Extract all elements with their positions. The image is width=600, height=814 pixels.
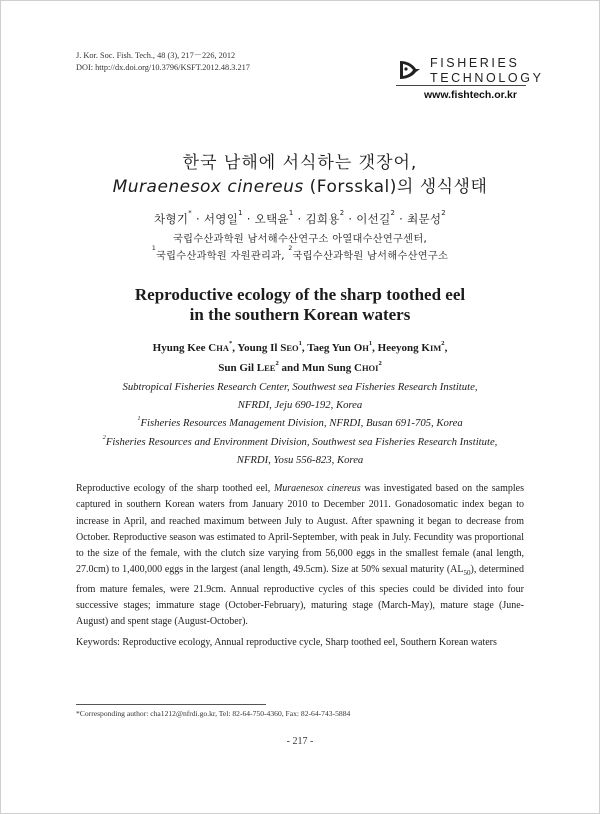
affiliation-mark: 2 [102,434,106,441]
author-separator: and [278,362,302,374]
citation-line: J. Kor. Soc. Fish. Tech., 48 (3), 217－226, 2012 [76,51,236,60]
author-given-name: Mun Sung [302,362,354,374]
journal-logo-text [430,56,544,86]
author-family-initial: L [256,362,265,374]
author-family-initial: C [208,342,217,354]
author-separator: · [293,212,306,226]
abstract-paragraph [76,481,524,631]
author-family-rest: EE [264,363,276,373]
logo-word-technology: TECHNOLOGY [430,71,544,85]
author-mark: 2 [390,209,396,217]
species-name: Muraenesox cinereus [112,177,304,197]
author-separator: , [232,342,238,354]
author-name: 이선길 [356,212,391,226]
author-separator: · [395,212,408,226]
english-affiliation-line [0,381,600,393]
affiliation-text: Fisheries Resources Management Division, NFRDI, Busan 691-705, Korea [140,417,463,429]
english-title-line-2: in the southern Korean waters [189,305,411,324]
abstract-text: was investigated based on the samples captured in southern Korean waters from January 2010 to December 2011. Gonadosomatic index began to increase in April, and reached maximum between July to August. After spawning it began to decrease from October. Reproductive season was estimated to April-September, with peak in July. Fecundity was proportional to the size of the female, with the clutch size varying from 56,000 eggs in the smallest female (anal length, 27.0cm) to 1,400,000 eggs in the largest (anal length, 49.5cm). Size at 50% sexual maturity (AL [76,483,524,576]
affiliation-mark: 2 [288,245,293,252]
author-separator: · [192,212,204,226]
page-number: - 217 - [286,736,314,747]
author-mark: 2 [275,360,279,367]
author-name: 서영일 [203,212,239,226]
author-mark: 2 [339,209,345,217]
species-name: Muraenesox cinereus [273,483,361,494]
english-affiliation-line [0,454,600,466]
affiliation-text: NFRDI, Jeju 690-192, Korea [237,399,363,411]
author-separator: · [242,212,255,226]
author-mark: 2 [441,209,446,217]
logo-divider [396,85,526,86]
author-family-rest: IM [429,343,442,353]
english-title-line-1: Reproductive ecology of the sharp toothed eel [134,285,466,304]
keywords: Keywords: Reproductive ecology, Annual reproductive cycle, Sharp toothed eel, Southern Korean waters [76,637,497,648]
author-mark: 1 [238,209,243,217]
author-separator: , [372,342,378,354]
author-mark: 1 [368,340,373,347]
author-mark: 1 [298,340,302,347]
affiliation-text: Fisheries Resources and Environment Division, Southwest sea Fisheries Research Institute, [105,436,498,448]
logo-word-fisheries: FISHERIES [430,56,520,70]
korean-title-rest: (Forsskal)의 생식생태 [303,177,488,197]
english-author-line-1 [0,342,600,354]
fisheries-technology-logo-icon [396,55,424,85]
author-family-initial: K [421,342,430,354]
affiliation-text: 국립수산과학원 남서해수산연구소 [292,251,449,262]
korean-affiliation-line-1: 국립수산과학원 남서해수산연구소 아열대수산연구센터, [173,234,427,245]
korean-affiliation-line-2 [0,247,600,262]
author-given-name: Sun Gil [218,362,257,374]
corresponding-author-footnote: *Corresponding author: cha1212@nfrdi.go.kr, Tel: 82-64-750-4360, Fax: 82-64-743-5884 [76,709,351,718]
author-family-rest: H [362,343,369,353]
english-affiliation-line [0,436,600,448]
english-affiliation-line [0,399,600,411]
author-given-name: Young Il [237,342,281,354]
author-mark: 1 [288,209,294,217]
author-separator: , [444,342,448,354]
english-author-line-2 [0,362,600,374]
affiliation-text: Subtropical Fisheries Research Center, Southwest sea Fisheries Research Institute, [122,381,478,393]
author-name: 오택윤 [254,212,289,226]
author-family-initial: S [280,342,287,354]
english-affiliation-line [0,417,600,429]
footnote-divider [76,704,266,705]
korean-title-line-2 [0,172,600,197]
affiliation-mark: 1 [137,415,141,422]
author-name: 최문성 [407,212,442,226]
author-separator: , [301,342,308,354]
author-name: 차형기 [154,212,189,226]
author-separator: · [344,212,357,226]
affiliation-text: 국립수산과학원 자원관리과, [156,251,289,262]
author-name: 김희용 [305,212,340,226]
abstract-text: ), determined from mature females, were 21.9cm. Annual reproductive cycles of this species could be divided into four successive stages; immature stage (October-February), maturing stage (March-May), mature stage (June-August) and spent stage (August-October). [76,564,524,628]
author-family-rest: HOI [361,363,379,373]
abstract-text: Reproductive ecology of the sharp toothed eel, [76,483,274,494]
author-mark: * [188,209,192,217]
doi-line: DOI: http://dx.doi.org/10.3796/KSFT.2012.48.3.217 [76,62,250,72]
korean-title-line-1: 한국 남해에 서식하는 갯장어, [182,153,418,173]
author-given-name: Heeyong [377,342,422,354]
author-family-initial: C [353,362,362,374]
author-mark: * [229,340,233,347]
author-given-name: Hyung Kee [152,342,209,354]
journal-citation [76,50,250,73]
journal-url: www.fishtech.or.kr [424,89,517,101]
author-mark: 2 [378,360,382,367]
author-family-rest: HA [216,343,229,353]
korean-author-list [0,211,600,227]
author-family-rest: EO [286,343,299,353]
affiliation-text: NFRDI, Yosu 556-823, Korea [236,454,364,466]
author-given-name: Taeg Yun [307,342,354,354]
author-family-initial: O [353,342,363,354]
affiliation-mark: 1 [151,245,157,252]
subscript: 50 [463,569,471,578]
author-mark: 2 [441,340,445,347]
